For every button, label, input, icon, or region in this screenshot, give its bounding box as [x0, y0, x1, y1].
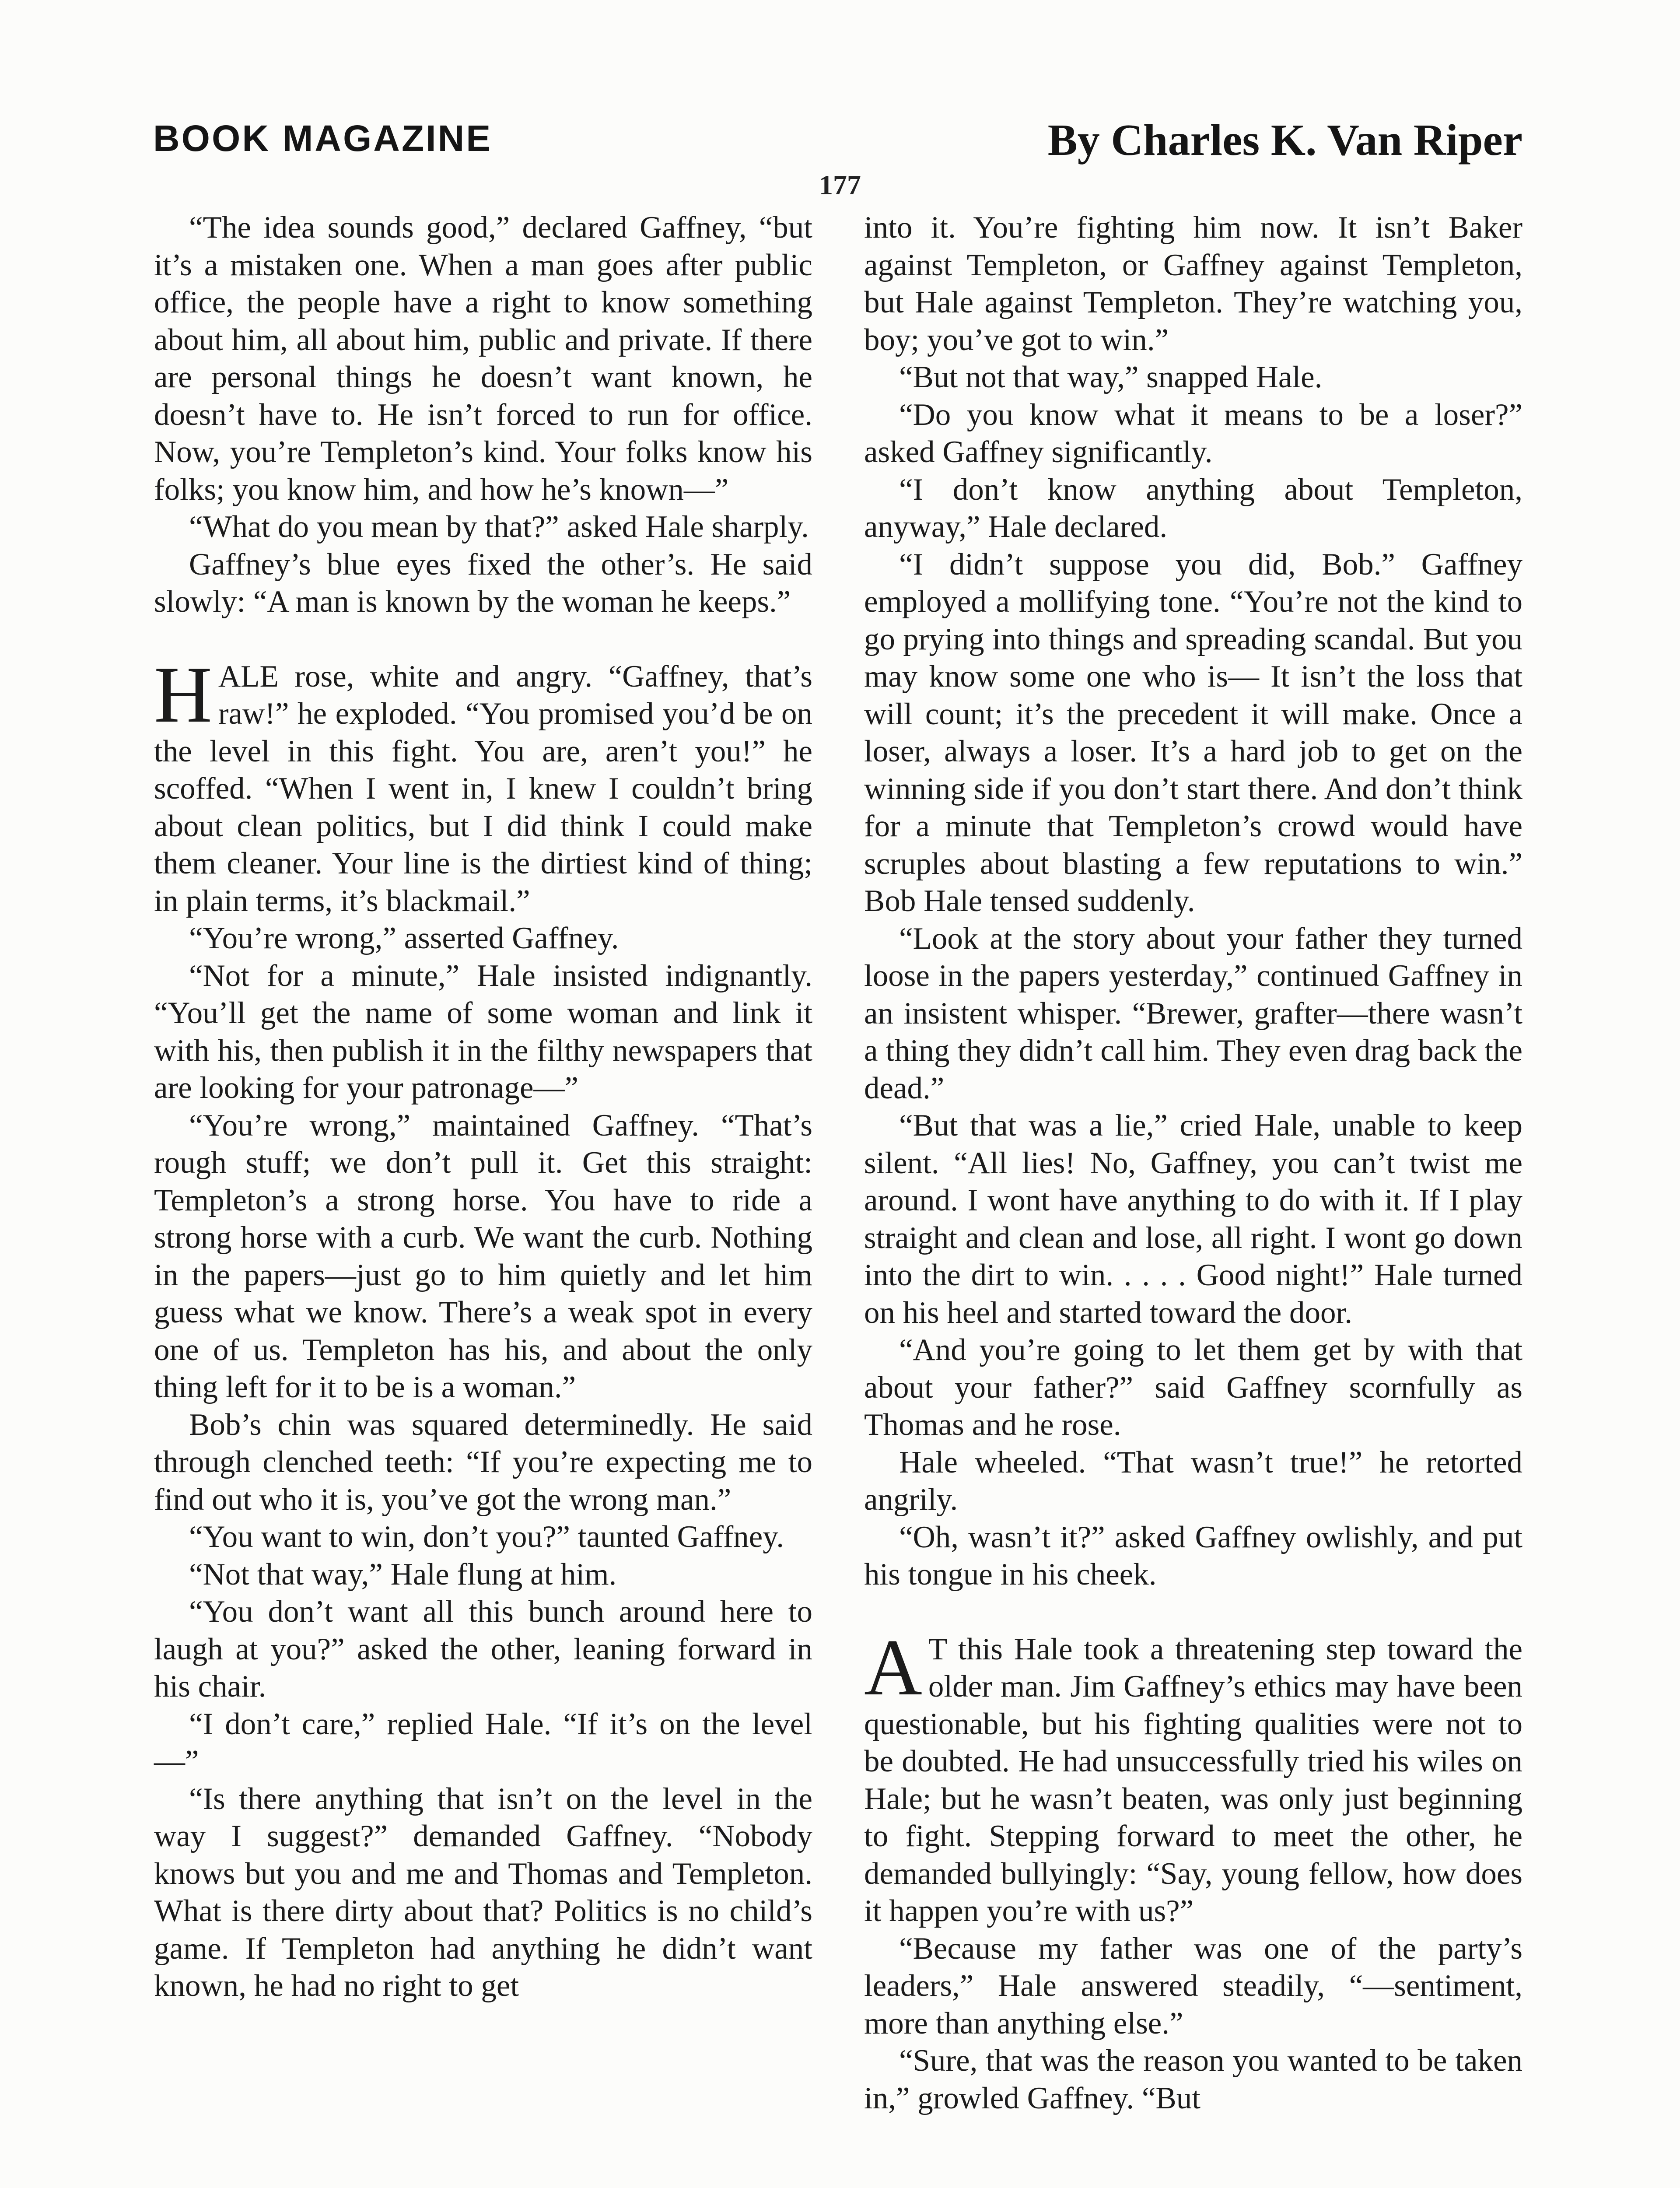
section-break [154, 621, 812, 658]
right-column [864, 209, 1522, 2117]
paragraph-continued: into it. You’re fighting him now. It isn’t Baker against Templeton, or Gaffney against Templeton, but Hale against Templeton. They’re watching you, boy; you’ve got to win.” [864, 210, 1522, 357]
paragraph: “Is there anything that isn’t on the level in the way I suggest?” demanded Gaffney. “Nobody knows but you and me and Thomas and Templeton. What is there dirty about that? Politics is no child’s game. If Templeton had anything he didn’t want known, he had no right to get [154, 1781, 812, 2003]
paragraph: “You’re wrong,” asserted Gaffney. [189, 921, 619, 955]
drop-cap: H [154, 649, 212, 739]
paragraph: “But that was a lie,” cried Hale, unable to keep silent. “All lies! No, Gaffney, you can’t twist me around. I wont have anything to do with it. If I play straight and clean and lose, all right. I wont go down into the dirt to win. . . . . Good night!” Hale turned on his heel and started toward the door. [864, 1108, 1522, 1330]
paragraph: “The idea sounds good,” declared Gaffney, “but it’s a mistaken one. When a man goes after public office, the people have a right to know something about him, all about him, public and private. If there are personal things he doesn’t want known, he doesn’t have to. He isn’t forced to run for office. Now, you’re Templeton’s kind. Your folks know his folks; you know him, and how he’s known—” [154, 210, 812, 507]
paragraph: Hale wheeled. “That wasn’t true!” he retorted angrily. [864, 1445, 1522, 1517]
paragraph: “You don’t want all this bunch around here to laugh at you?” asked the other, leaning forward in his chair. [154, 1595, 812, 1704]
paragraph: “Oh, wasn’t it?” asked Gaffney owlishly, and put his tongue in his cheek. [864, 1520, 1522, 1592]
paragraph: Bob’s chin was squared determinedly. He said through clenched teeth: “If you’re expecting me to find out who it is, you’ve got the wrong man.” [154, 1407, 812, 1517]
paragraph: “You want to win, don’t you?” taunted Gaffney. [189, 1520, 784, 1554]
paragraph: “What do you mean by that?” asked Hale sharply. [189, 510, 809, 544]
section-break [864, 1594, 1522, 1631]
drop-cap: A [864, 1622, 922, 1712]
paragraph: “Look at the story about your father they turned loose in the papers yesterday,” continued Gaffney in an insistent whisper. “Brewer, grafter—there wasn’t a thing they didn’t call him. They even drag back the dead.” [864, 921, 1522, 1105]
page-number: 177 [819, 169, 861, 200]
paragraph: “Because my father was one of the party’s leaders,” Hale answered steadily, “—sentiment, more than anything else.” [864, 1931, 1522, 2041]
paragraph: “I didn’t suppose you did, Bob.” Gaffney employed a mollifying tone. “You’re not the kind to go prying into things and spreading scandal. But you may know some one who is— It isn’t the loss that will count; it’s the precedent it will make. Once a loser, always a loser. It’s a hard job to get on the winning side if you don’t start there. And don’t think for a minute that Templeton’s crowd would have scruples about blasting a few reputations to win.” Bob Hale tensed suddenly. [864, 547, 1522, 918]
paragraph: “I don’t care,” replied Hale. “If it’s on the level—” [154, 1707, 812, 1778]
magazine-title: BOOK MAGAZINE [153, 118, 493, 159]
paragraph-text: ALE rose, white and angry. “Gaffney, that’s raw!” he exploded. “You promised you’d be on the level in this fight. You are, aren’t you!” he scoffed. “When I went in, I knew I couldn’t bring about clean politics, but I did think I could make them cleaner. Your line is the dirtiest kind of thing; in plain terms, it’s blackmail.” [154, 659, 812, 918]
paragraph-with-drop-cap [864, 1622, 1522, 1930]
author-byline: By Charles K. Van Riper [1047, 116, 1522, 165]
paragraph: Gaffney’s blue eyes fixed the other’s. He said slowly: “A man is known by the woman he keeps.” [154, 547, 812, 619]
paragraph: “Not that way,” Hale flung at him. [189, 1557, 617, 1592]
paragraph: “You’re wrong,” maintained Gaffney. “That’s rough stuff; we don’t pull it. Get this straight: Templeton’s a strong horse. You have to ride a strong horse with a curb. We want the curb. Nothing in the papers—just go to him quietly and let him guess what we know. There’s a weak spot in every one of us. Templeton has his, and about the only thing left for it to be is a woman.” [154, 1108, 812, 1404]
paragraph: “Not for a minute,” Hale insisted indignantly. “You’ll get the name of some woman and link it with his, then publish it in the filthy newspapers that are looking for your patronage—” [154, 958, 812, 1105]
paragraph: “But not that way,” snapped Hale. [899, 360, 1323, 394]
paragraph: “Sure, that was the reason you wanted to be taken in,” growled Gaffney. “But [864, 2044, 1522, 2115]
paragraph: “Do you know what it means to be a loser?” asked Gaffney significantly. [864, 397, 1522, 469]
paragraph-with-drop-cap [154, 649, 812, 920]
paragraph: “I don’t know anything about Templeton, anyway,” Hale declared. [864, 472, 1522, 544]
paragraph-text: T this Hale took a threatening step toward the older man. Jim Gaffney’s ethics may have been questionable, but his fighting qualities were not to be doubted. He had unsuccessfully tried his wiles on Hale; but he wasn’t beaten, was only just beginning to fight. Stepping forward to meet the other, he demanded bullyingly: “Say, young fellow, how does it happen you’re with us?” [864, 1632, 1522, 1928]
left-column [154, 209, 812, 2005]
paragraph: “And you’re going to let them get by with that about your father?” said Gaffney scornfully as Thomas and he rose. [864, 1333, 1522, 1442]
